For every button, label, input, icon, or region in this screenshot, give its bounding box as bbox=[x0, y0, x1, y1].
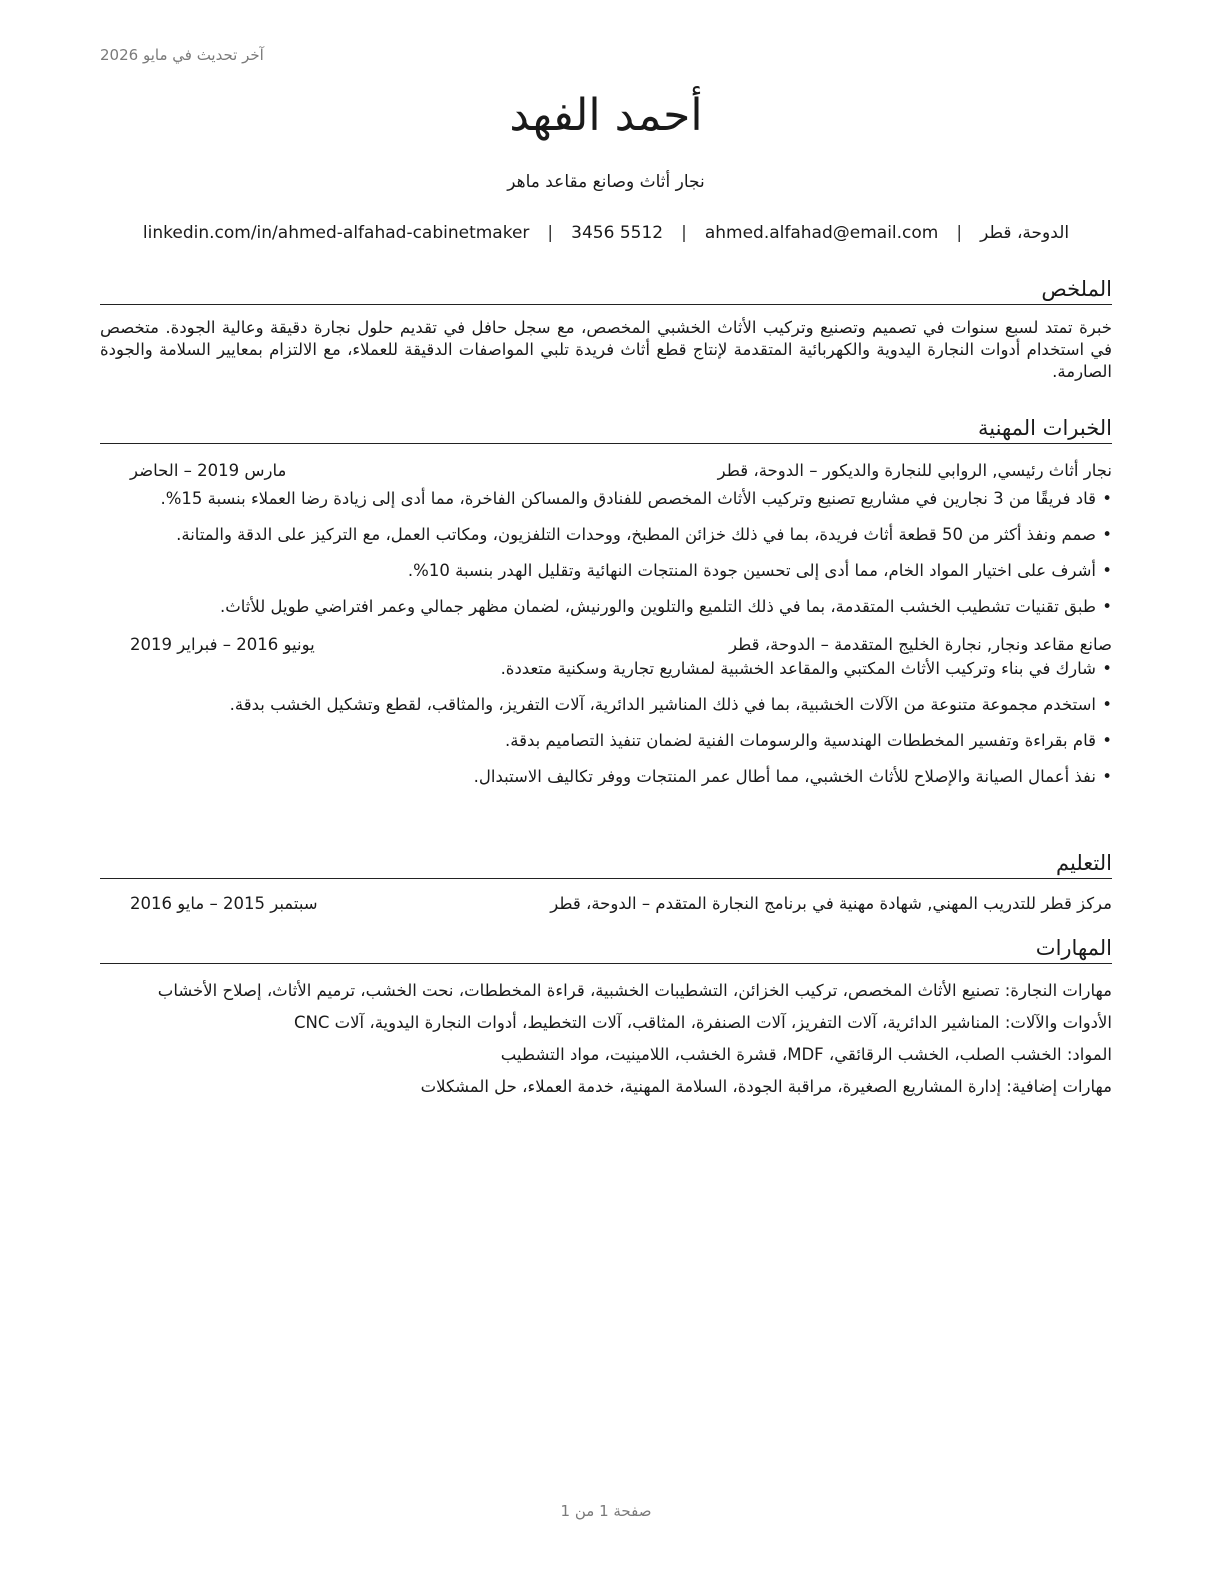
job-bullet: • أشرف على اختيار المواد الخام، مما أدى إلى تحسين جودة المنتجات النهائية وتقليل الهدر بنسبة 10%. bbox=[100, 560, 1112, 582]
contact-separator: | bbox=[681, 223, 687, 243]
education-institution: مركز قطر للتدريب المهني, شهادة مهنية في برنامج النجارة المتقدم – الدوحة، قطر bbox=[550, 894, 1112, 913]
contact-separator: | bbox=[956, 223, 963, 243]
education-header bbox=[100, 893, 1112, 915]
contact-linkedin[interactable]: linkedin.com/in/ahmed-alfahad-cabinetmaker bbox=[142, 223, 530, 243]
job-header bbox=[100, 460, 1112, 482]
job-dates: يونيو 2016 – فبراير 2019 bbox=[130, 635, 315, 654]
job-bullet: • نفذ أعمال الصيانة والإصلاح للأثاث الخشبي، مما أطال عمر المنتجات ووفر تكاليف الاستبدال. bbox=[100, 766, 1112, 788]
education-dates: سبتمبر 2015 – مايو 2016 bbox=[130, 894, 318, 913]
job-header bbox=[100, 634, 1112, 656]
job-bullet: • طبق تقنيات تشطيب الخشب المتقدمة، بما في ذلك التلميع والتلوين والورنيش، لضمان مظهر جمالي وعمر افتراضي طويل للأثاث. bbox=[100, 596, 1112, 618]
contact-line bbox=[100, 223, 1112, 243]
skills-list bbox=[100, 980, 1112, 1098]
job-bullet: • شارك في بناء وتركيب الأثاث المكتبي والمقاعد الخشبية لمشاريع تجارية وسكنية متعددة. bbox=[100, 658, 1112, 680]
education-section bbox=[100, 850, 1112, 915]
resume-page bbox=[100, 0, 1112, 1584]
job-dates: مارس 2019 – الحاضر bbox=[130, 461, 287, 480]
job-bullets bbox=[100, 488, 1112, 618]
section-title-education: التعليم bbox=[100, 850, 1112, 879]
job-bullet: • صمم ونفذ أكثر من 50 قطعة أثاث فريدة، بما في ذلك خزائن المطبخ، ووحدات التلفزيون، ومكاتب العمل، مع التركيز على الدقة والمتانة. bbox=[100, 524, 1112, 546]
contact-location: الدوحة، قطر bbox=[980, 223, 1070, 243]
job-bullets bbox=[100, 658, 1112, 788]
job-bullet: • قام بقراءة وتفسير المخططات الهندسية والرسومات الفنية لضمان تنفيذ التصاميم بدقة. bbox=[100, 730, 1112, 752]
contact-email[interactable]: ahmed.alfahad@email.com bbox=[704, 223, 939, 243]
summary-section bbox=[100, 276, 1112, 383]
contact-separator: | bbox=[547, 223, 554, 243]
job-title-company: صانع مقاعد ونجار, نجارة الخليج المتقدمة – الدوحة، قطر bbox=[729, 635, 1112, 654]
contact-phone[interactable]: 3456 5512 bbox=[571, 223, 664, 243]
last-updated-note: آخر تحديث في مايو 2026 bbox=[100, 46, 264, 64]
job-bullet: • قاد فريقًا من 3 نجارين في مشاريع تصنيع وتركيب الأثاث المخصص للفنادق والمساكن الفاخرة، مما أدى إلى زيادة رضا العملاء بنسبة 15%. bbox=[100, 488, 1112, 510]
page-number: صفحة 1 من 1 bbox=[560, 1502, 652, 1520]
experience-section bbox=[100, 415, 1112, 802]
section-title-summary: الملخص bbox=[100, 276, 1112, 305]
skill-line-additional: مهارات إضافية: إدارة المشاريع الصغيرة، مراقبة الجودة، السلامة المهنية، خدمة العملاء، حل المشكلات bbox=[420, 1077, 1112, 1096]
job-entry bbox=[100, 634, 1112, 788]
job-bullet: • استخدم مجموعة متنوعة من الآلات الخشبية، بما في ذلك المناشير الدائرية، آلات التفريز، والمثاقب، لقطع وتشكيل الخشب بدقة. bbox=[100, 694, 1112, 716]
skill-line-materials: المواد: الخشب الصلب، الخشب الرقائقي، MDF، قشرة الخشب، اللامينيت، مواد التشطيب bbox=[500, 1045, 1112, 1064]
job-entry bbox=[100, 460, 1112, 618]
section-title-skills: المهارات bbox=[100, 935, 1112, 964]
skills-section bbox=[100, 935, 1112, 1108]
skill-line-tools: الأدوات والآلات: المناشير الدائرية، آلات التفريز، آلات الصنفرة، المثاقب، آلات التخطيط، أدوات النجارة اليدوية، آلات CNC bbox=[293, 1013, 1112, 1032]
section-title-experience: الخبرات المهنية bbox=[100, 415, 1112, 444]
candidate-name: أحمد الفهد bbox=[509, 90, 703, 141]
candidate-tagline: نجار أثاث وصانع مقاعد ماهر bbox=[507, 172, 705, 192]
job-title-company: نجار أثاث رئيسي, الروابي للنجارة والديكور – الدوحة، قطر bbox=[717, 461, 1112, 480]
skill-line-carpentry: مهارات النجارة: تصنيع الأثاث المخصص، تركيب الخزائن، التشطيبات الخشبية، قراءة المخططات، نحت الخشب، ترميم الأثاث، إصلاح الأخشاب bbox=[157, 981, 1112, 1000]
summary-text: خبرة تمتد لسبع سنوات في تصميم وتصنيع وتركيب الأثاث الخشبي المخصص، مع سجل حافل في تقديم حلول نجارة دقيقة وعالية الجودة. متخصص في استخدام أدوات النجارة اليدوية والكهربائية المتقدمة لإنتاج قطع أثاث فريدة تلبي المواصفات الدقيقة للعملاء، مع الالتزام بمعايير السلامة والجودة الصارمة. bbox=[100, 318, 1112, 381]
